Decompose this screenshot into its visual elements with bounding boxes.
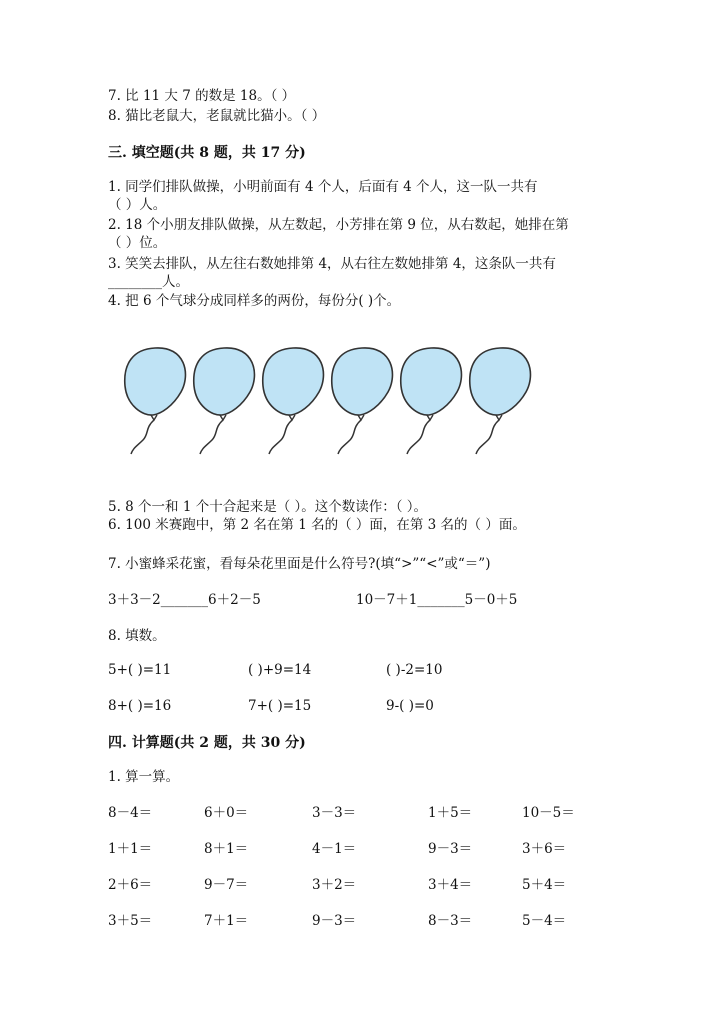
- calc-cell: 3＋6＝: [522, 841, 567, 857]
- fill-q2-line2: （ ）位。: [108, 235, 167, 251]
- calc-cell: 4－1＝: [312, 841, 357, 857]
- calc-cell: 10－5＝: [522, 805, 575, 821]
- fill-q4: 4. 把 6 个气球分成同样多的两份，每份分( )个。: [108, 293, 401, 309]
- q7-compare-left: 3＋3－2_______6＋2－5: [108, 592, 261, 608]
- balloon-illustration: [100, 330, 540, 470]
- section-3-title: 三. 填空题(共 8 题，共 17 分): [108, 145, 306, 161]
- fill-q3-line2: ________人。: [108, 274, 189, 290]
- calc-cell: 3－3＝: [312, 805, 357, 821]
- balloon-icon: [401, 348, 462, 454]
- calc-cell: 3＋2＝: [312, 877, 357, 893]
- calc-cell: 2＋6＝: [108, 877, 153, 893]
- q7-compare-right: 10－7＋1_______5－0＋5: [356, 592, 518, 608]
- calc-cell: 5＋4＝: [522, 877, 567, 893]
- q8-r2-c3: 9-( )=0: [386, 698, 434, 714]
- q8-r2-c2: 7+( )=15: [248, 698, 312, 714]
- calc-cell: 9－3＝: [312, 913, 357, 929]
- fill-q6: 6. 100 米赛跑中，第 2 名在第 1 名的（ ）面，在第 3 名的（ ）面。: [108, 517, 526, 533]
- balloon-icon: [263, 348, 324, 454]
- calc-cell: 8－4＝: [108, 805, 153, 821]
- fill-q1-line1: 1. 同学们排队做操，小明前面有 4 个人，后面有 4 个人，这一队一共有: [108, 179, 538, 195]
- judge-item-8: 8. 猫比老鼠大，老鼠就比猫小。（ ）: [108, 108, 326, 124]
- fill-q2-line1: 2. 18 个小朋友排队做操，从左数起，小芳排在第 9 位，从右数起，她排在第: [108, 217, 569, 233]
- calc-cell: 9－7＝: [204, 877, 249, 893]
- calc-cell: 9－3＝: [428, 841, 473, 857]
- balloon-icon: [125, 348, 186, 454]
- balloon-icon: [470, 348, 531, 454]
- q8-r2-c1: 8+( )=16: [108, 698, 172, 714]
- calc-cell: 3＋4＝: [428, 877, 473, 893]
- fill-q5: 5. 8 个一和 1 个十合起来是（ ）。这个数读作：（ ）。: [108, 499, 428, 515]
- fill-q3-line1: 3. 笑笑去排队，从左往右数她排第 4，从右往左数她排第 4，这条队一共有: [108, 256, 556, 272]
- balloon-icon: [332, 348, 393, 454]
- calc-cell: 1＋1＝: [108, 841, 153, 857]
- calc-cell: 8－3＝: [428, 913, 473, 929]
- q8-r1-c3: ( )-2=10: [386, 662, 443, 678]
- calc-cell: 1＋5＝: [428, 805, 473, 821]
- balloon-icon: [194, 348, 255, 454]
- section-4-title: 四. 计算题(共 2 题，共 30 分): [108, 735, 306, 751]
- fill-q8: 8. 填数。: [108, 628, 166, 644]
- fill-q1-line2: （ ）人。: [108, 197, 167, 213]
- judge-item-7: 7. 比 11 大 7 的数是 18。（ ）: [108, 88, 296, 104]
- q8-r1-c2: ( )+9=14: [248, 662, 312, 678]
- calc-cell: 3＋5＝: [108, 913, 153, 929]
- calc-cell: 6＋0＝: [204, 805, 249, 821]
- calc-cell: 8＋1＝: [204, 841, 249, 857]
- q8-r1-c1: 5+( )=11: [108, 662, 172, 678]
- calc-q1: 1. 算一算。: [108, 769, 180, 785]
- calc-cell: 7＋1＝: [204, 913, 249, 929]
- calc-cell: 5－4＝: [522, 913, 567, 929]
- fill-q7: 7. 小蜜蜂采花蜜，看每朵花里面是什么符号?(填“>”“<”或“＝”): [108, 556, 491, 572]
